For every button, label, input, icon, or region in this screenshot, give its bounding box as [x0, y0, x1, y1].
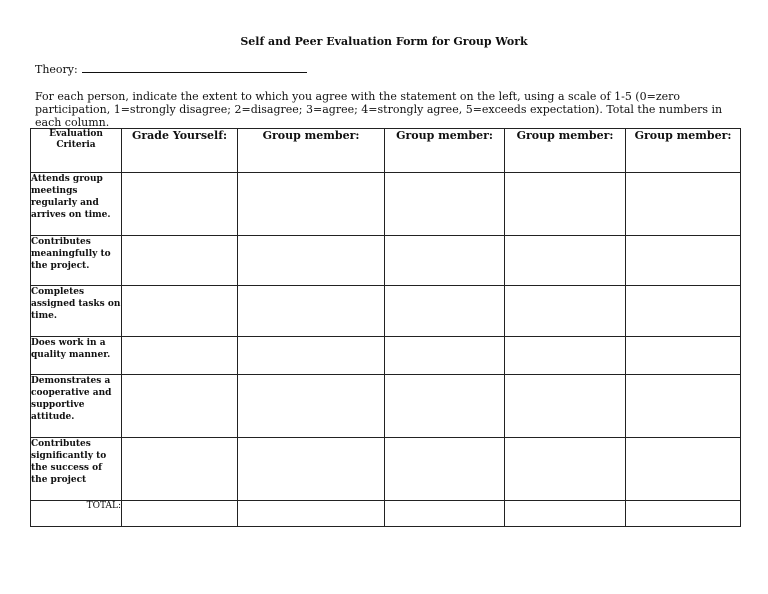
score-cell[interactable]: [505, 236, 626, 286]
score-cell[interactable]: [238, 236, 385, 286]
score-cell[interactable]: [122, 337, 238, 375]
score-cell[interactable]: [385, 173, 505, 236]
score-cell[interactable]: [385, 438, 505, 501]
score-cell[interactable]: [626, 173, 741, 236]
score-cell[interactable]: [505, 375, 626, 438]
score-cell[interactable]: [122, 173, 238, 236]
criteria-cooperative-attitude: Demonstrates a cooperative and supportive attitude.: [31, 375, 122, 438]
score-cell[interactable]: [626, 375, 741, 438]
total-cell[interactable]: [385, 501, 505, 527]
score-cell[interactable]: [626, 337, 741, 375]
criteria-quality-work: Does work in a quality manner.: [31, 337, 122, 375]
table-row: [31, 173, 741, 236]
total-cell[interactable]: [238, 501, 385, 527]
table-row: [31, 438, 741, 501]
score-cell[interactable]: [626, 236, 741, 286]
score-cell[interactable]: [505, 337, 626, 375]
column-header-group-member-3: Group member:: [505, 129, 626, 173]
form-title: Self and Peer Evaluation Form for Group Work: [240, 35, 528, 48]
score-cell[interactable]: [238, 375, 385, 438]
column-header-group-member-1: Group member:: [238, 129, 385, 173]
table-row: [31, 375, 741, 438]
score-cell[interactable]: [505, 438, 626, 501]
score-cell[interactable]: [238, 337, 385, 375]
score-cell[interactable]: [505, 173, 626, 236]
score-cell[interactable]: [122, 375, 238, 438]
score-cell[interactable]: [626, 286, 741, 337]
score-cell[interactable]: [122, 286, 238, 337]
score-cell[interactable]: [238, 286, 385, 337]
criteria-contributes-success: Contributes significantly to the success of the project: [31, 438, 122, 501]
theory-field: [35, 63, 307, 76]
table-row: [31, 337, 741, 375]
score-cell[interactable]: [238, 438, 385, 501]
criteria-contributes-meaningfully: Contributes meaningfully to the project.: [31, 236, 122, 286]
score-cell[interactable]: [505, 286, 626, 337]
theory-blank-line[interactable]: [82, 63, 307, 73]
table-row: [31, 286, 741, 337]
score-cell[interactable]: [122, 236, 238, 286]
score-cell[interactable]: [385, 286, 505, 337]
total-cell[interactable]: [626, 501, 741, 527]
criteria-completes-tasks: Completes assigned tasks on time.: [31, 286, 122, 337]
score-cell[interactable]: [122, 438, 238, 501]
score-cell[interactable]: [626, 438, 741, 501]
table-header-row: [31, 129, 741, 173]
column-header-group-member-4: Group member:: [626, 129, 741, 173]
table-row: [31, 236, 741, 286]
total-cell[interactable]: [122, 501, 238, 527]
score-cell[interactable]: [238, 173, 385, 236]
column-header-group-member-2: Group member:: [385, 129, 505, 173]
total-cell[interactable]: [505, 501, 626, 527]
evaluation-table: [30, 128, 741, 527]
column-header-grade-yourself: Grade Yourself:: [122, 129, 238, 173]
theory-label: Theory:: [35, 63, 78, 76]
total-label: TOTAL:: [31, 501, 122, 527]
instructions-text: For each person, indicate the extent to which you agree with the statement on the left, using a scale of 1-5 (0=zero participation, 1=strongly disagree; 2=disagree; 3=agree; 4=strongly agree, 5=exceeds expectation). Total the numbers in each column.: [35, 90, 723, 129]
score-cell[interactable]: [385, 236, 505, 286]
score-cell[interactable]: [385, 375, 505, 438]
score-cell[interactable]: [385, 337, 505, 375]
criteria-attends-meetings: Attends group meetings regularly and arrives on time.: [31, 173, 122, 236]
criteria-header: Evaluation Criteria: [31, 129, 122, 173]
total-row: [31, 501, 741, 527]
